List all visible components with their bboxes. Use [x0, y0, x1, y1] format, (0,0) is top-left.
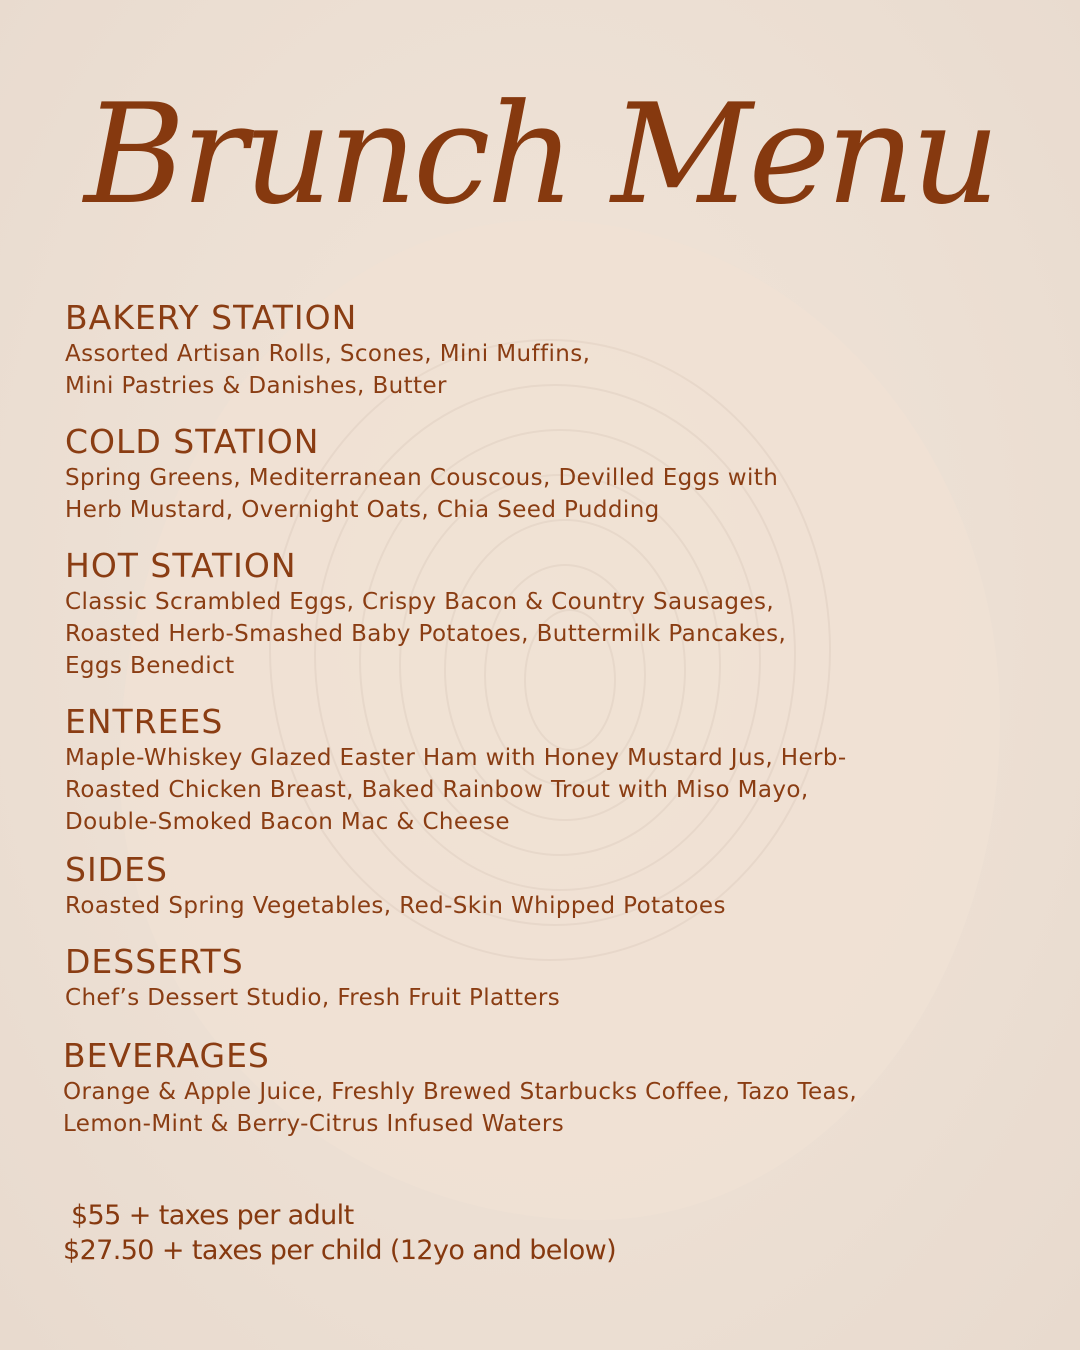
item-line: Maple-Whiskey Glazed Easter Ham with Honey Mustard Jus, Herb- [65, 745, 847, 771]
item-line: Orange & Apple Juice, Freshly Brewed Starbucks Coffee, Tazo Teas, [63, 1079, 858, 1105]
section-heading: ENTREES [65, 702, 224, 741]
section-items [65, 890, 1035, 922]
section-heading: SIDES [65, 850, 168, 889]
page-title: Brunch Menu [84, 74, 996, 235]
section-heading: DESSERTS [65, 942, 244, 981]
item-line: Roasted Chicken Breast, Baked Rainbow Trout with Miso Mayo, [65, 777, 809, 803]
section-heading: BAKERY STATION [65, 298, 358, 337]
section-cold-station [65, 422, 1035, 526]
section-items [65, 586, 1035, 682]
price-adult: $55 + taxes per adult [63, 1200, 354, 1231]
section-items [63, 1076, 1035, 1140]
item-line: Roasted Herb-Smashed Baby Potatoes, Buttermilk Pancakes, [65, 621, 787, 647]
section-items [65, 338, 1035, 402]
pricing-block [63, 1198, 963, 1268]
section-heading: COLD STATION [65, 422, 320, 461]
section-items [65, 742, 1035, 838]
section-beverages [63, 1036, 1035, 1140]
section-sides [65, 850, 1035, 922]
price-child: $27.50 + taxes per child (12yo and below) [63, 1235, 617, 1266]
item-line: Lemon-Mint & Berry-Citrus Infused Waters [63, 1111, 565, 1137]
item-line: Assorted Artisan Rolls, Scones, Mini Muffins, [65, 341, 591, 367]
section-entrees [65, 702, 1035, 838]
menu-sections [65, 298, 1035, 1140]
section-hot-station [65, 546, 1035, 682]
item-line: Herb Mustard, Overnight Oats, Chia Seed Pudding [65, 497, 660, 523]
item-line: Spring Greens, Mediterranean Couscous, Devilled Eggs with [65, 465, 779, 491]
section-items [65, 462, 1035, 526]
item-line: Double-Smoked Bacon Mac & Cheese [65, 809, 510, 835]
section-items [65, 982, 1035, 1014]
item-line: Mini Pastries & Danishes, Butter [65, 373, 447, 399]
item-line: Classic Scrambled Eggs, Crispy Bacon & Country Sausages, [65, 589, 775, 615]
item-line: Roasted Spring Vegetables, Red-Skin Whipped Potatoes [65, 893, 726, 919]
item-line: Eggs Benedict [65, 653, 235, 679]
section-bakery-station [65, 298, 1035, 402]
section-desserts [65, 942, 1035, 1014]
section-heading: HOT STATION [65, 546, 297, 585]
section-heading: BEVERAGES [63, 1036, 270, 1075]
item-line: Chef’s Dessert Studio, Fresh Fruit Platters [65, 985, 561, 1011]
